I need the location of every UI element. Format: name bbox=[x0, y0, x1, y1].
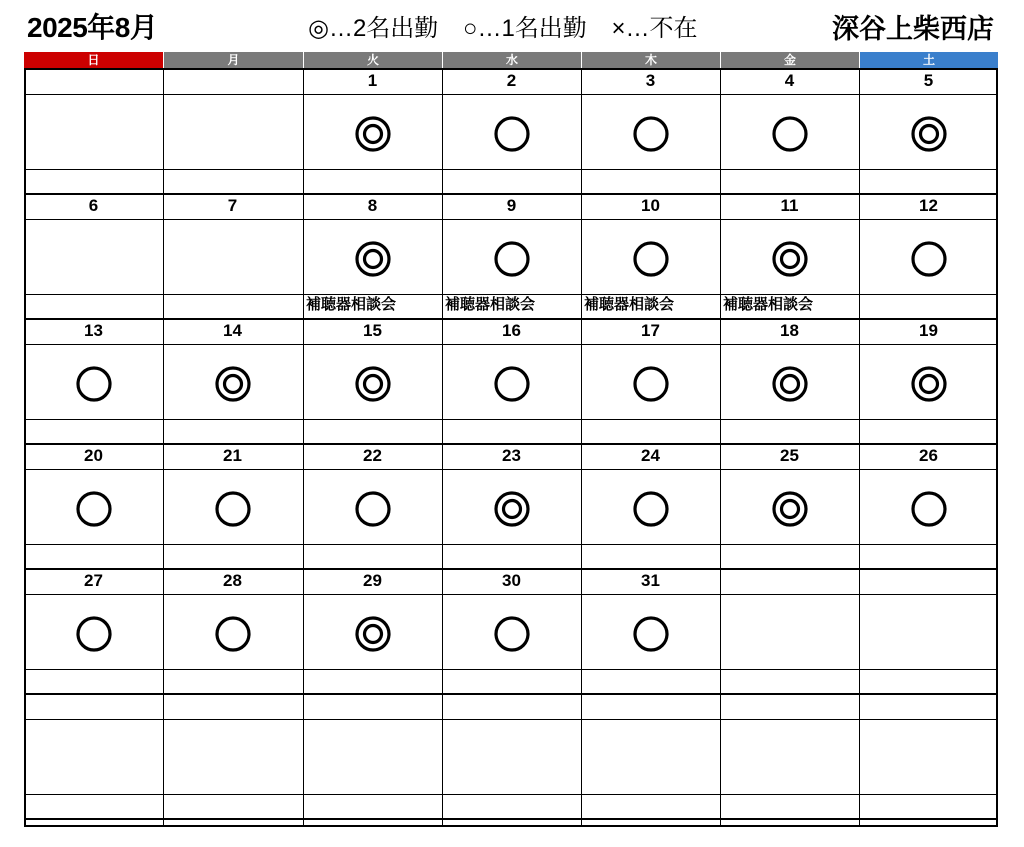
day-number: 4 bbox=[784, 71, 795, 90]
day-event: 補聴器相談会 bbox=[306, 296, 397, 313]
day-number: 23 bbox=[502, 446, 521, 465]
single-circle-icon bbox=[163, 489, 302, 529]
grid-row-divider bbox=[24, 94, 998, 95]
double-circle-icon bbox=[720, 364, 859, 404]
grid-row-divider bbox=[24, 693, 998, 695]
single-circle-icon bbox=[163, 614, 302, 654]
single-circle-icon bbox=[581, 614, 720, 654]
day-number: 9 bbox=[506, 196, 517, 215]
day-number: 29 bbox=[363, 571, 382, 590]
legend bbox=[308, 8, 716, 43]
single-circle-icon bbox=[581, 364, 720, 404]
day-number: 13 bbox=[84, 321, 103, 340]
day-number: 18 bbox=[780, 321, 799, 340]
double-circle-icon bbox=[163, 364, 302, 404]
single-circle-icon bbox=[581, 114, 720, 154]
single-circle-icon bbox=[720, 114, 859, 154]
day-number: 11 bbox=[780, 196, 799, 215]
day-event: 補聴器相談会 bbox=[584, 296, 675, 313]
weekday-header-wed: 水 bbox=[442, 52, 581, 68]
page-title: 2025年8月 bbox=[27, 12, 158, 43]
single-circle-icon bbox=[24, 489, 163, 529]
single-circle-icon bbox=[24, 364, 163, 404]
day-number: 10 bbox=[641, 196, 660, 215]
weekday-header-mon: 月 bbox=[163, 52, 303, 68]
single-circle-icon bbox=[859, 489, 998, 529]
grid-row-divider bbox=[24, 544, 998, 545]
weekday-header-tue: 火 bbox=[303, 52, 442, 68]
day-number: 6 bbox=[88, 196, 99, 215]
single-circle-icon bbox=[442, 364, 581, 404]
single-circle-icon bbox=[581, 489, 720, 529]
day-event: 補聴器相談会 bbox=[723, 296, 814, 313]
day-number: 24 bbox=[641, 446, 660, 465]
single-circle-icon bbox=[859, 239, 998, 279]
day-number: 3 bbox=[645, 71, 656, 90]
weekday-header-sat: 土 bbox=[859, 52, 998, 68]
day-number: 5 bbox=[923, 71, 934, 90]
day-number: 14 bbox=[223, 321, 242, 340]
double-circle-icon bbox=[303, 114, 442, 154]
single-circle-icon bbox=[581, 239, 720, 279]
day-number: 15 bbox=[363, 321, 382, 340]
grid-row-divider bbox=[24, 669, 998, 670]
weekday-header-fri: 金 bbox=[720, 52, 859, 68]
grid-row-divider bbox=[24, 169, 998, 170]
grid-row-divider bbox=[24, 344, 998, 345]
day-number: 8 bbox=[367, 196, 378, 215]
grid-row-divider bbox=[24, 818, 998, 820]
day-number: 25 bbox=[780, 446, 799, 465]
day-number: 22 bbox=[363, 446, 382, 465]
weekday-header-sun: 日 bbox=[24, 52, 163, 68]
day-number: 30 bbox=[502, 571, 521, 590]
day-number: 16 bbox=[502, 321, 521, 340]
day-number: 28 bbox=[223, 571, 242, 590]
double-circle-icon bbox=[859, 114, 998, 154]
day-number: 20 bbox=[84, 446, 103, 465]
day-number: 17 bbox=[641, 321, 660, 340]
double-circle-icon bbox=[303, 614, 442, 654]
single-circle-icon bbox=[303, 489, 442, 529]
day-number: 1 bbox=[367, 71, 378, 90]
grid-row-divider bbox=[24, 219, 998, 220]
single-circle-icon bbox=[442, 239, 581, 279]
grid-row-divider bbox=[24, 794, 998, 795]
double-circle-icon bbox=[303, 364, 442, 404]
double-circle-icon bbox=[442, 489, 581, 529]
weekday-header-thu: 木 bbox=[581, 52, 720, 68]
day-number: 21 bbox=[223, 446, 242, 465]
day-number: 27 bbox=[84, 571, 103, 590]
day-number: 7 bbox=[227, 196, 238, 215]
legend-absent: ×…不在 bbox=[611, 15, 698, 42]
grid-row-divider bbox=[24, 594, 998, 595]
legend-single: ○…1名出勤 bbox=[462, 15, 587, 42]
double-circle-icon bbox=[859, 364, 998, 404]
day-number: 31 bbox=[641, 571, 660, 590]
single-circle-icon bbox=[442, 614, 581, 654]
legend-double: ◎…2名出勤 bbox=[308, 15, 439, 42]
store-name: 深谷上柴西店 bbox=[832, 14, 994, 44]
double-circle-icon bbox=[303, 239, 442, 279]
grid-row-divider bbox=[24, 719, 998, 720]
calendar bbox=[24, 52, 998, 827]
day-event: 補聴器相談会 bbox=[445, 296, 536, 313]
day-number: 12 bbox=[919, 196, 938, 215]
single-circle-icon bbox=[442, 114, 581, 154]
day-number: 19 bbox=[919, 321, 938, 340]
grid-row-divider bbox=[24, 469, 998, 470]
day-number: 26 bbox=[919, 446, 938, 465]
day-number: 2 bbox=[506, 71, 517, 90]
single-circle-icon bbox=[24, 614, 163, 654]
double-circle-icon bbox=[720, 489, 859, 529]
grid-row-divider bbox=[24, 419, 998, 420]
double-circle-icon bbox=[720, 239, 859, 279]
